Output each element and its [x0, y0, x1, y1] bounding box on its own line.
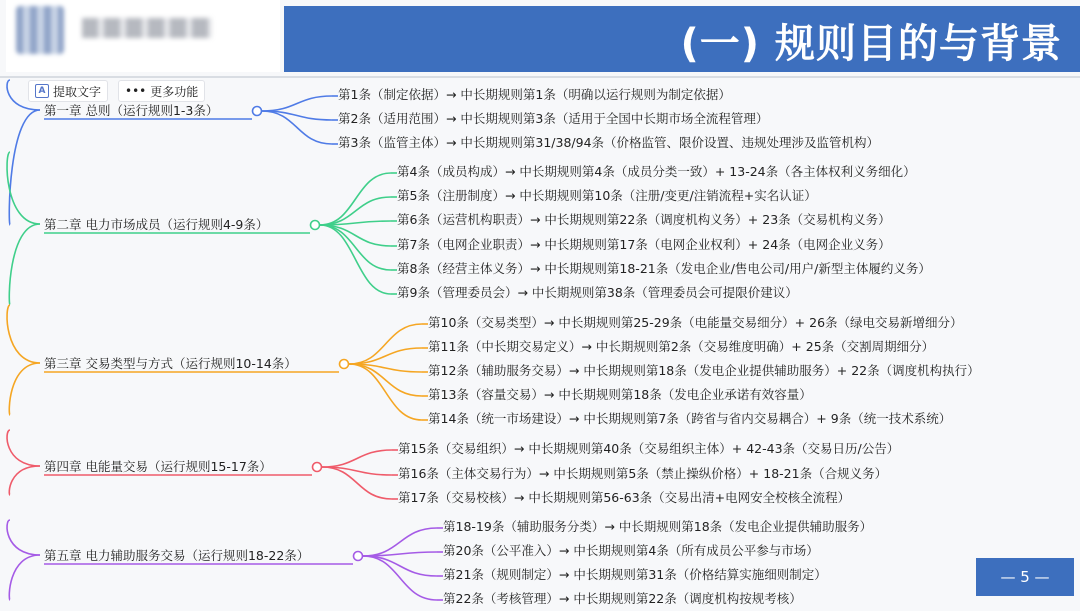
- branch-connector: [320, 173, 391, 225]
- chapter-spine: [9, 224, 40, 305]
- article-item: 第18-19条（辅助服务分类）→ 中长期规则第18条（发电企业提供辅助服务）: [443, 519, 873, 534]
- article-item: 第6条（运营机构职责）→ 中长期规则第22条（调度机构义务）+ 23条（交易机构义务）: [397, 212, 891, 227]
- chapter-spine: [7, 80, 40, 110]
- chapter-label: 第五章 电力辅助服务交易（运行规则18-22条）: [44, 548, 310, 563]
- chapter-spine: [7, 305, 40, 363]
- page-number: — 5 —: [976, 558, 1074, 596]
- article-item: 第22条（考核管理）→ 中长期规则第22条（调度机构按规考核）: [443, 591, 802, 606]
- page-title: (一) 规则目的与背景: [680, 21, 1062, 67]
- branch-connector: [262, 96, 332, 111]
- article-item: 第7条（电网企业职责）→ 中长期规则第17条（电网企业权利）+ 24条（电网企业义务）: [397, 237, 891, 252]
- chapter-label: 第二章 电力市场成员（运行规则4-9条）: [44, 217, 269, 232]
- extract-text-label: 提取文字: [53, 84, 102, 99]
- more-dots-icon: •••: [125, 84, 147, 98]
- article-item: 第1条（制定依据）→ 中长期规则第1条（明确以运行规则为制定依据）: [338, 87, 731, 102]
- chapter-label: 第三章 交易类型与方式（运行规则10-14条）: [44, 356, 297, 371]
- article-item: 第13条（容量交易）→ 中长期规则第18条（发电企业承诺有效容量）: [428, 387, 812, 402]
- branch-connector: [349, 324, 422, 364]
- article-item: 第14条（统一市场建设）→ 中长期规则第7条（跨省与省内交易耦合）+ 9条（统一技术系统）: [428, 411, 952, 426]
- article-item: 第20条（公平准入）→ 中长期规则第4条（所有成员公平参与市场）: [443, 543, 819, 558]
- chapter-spine: [7, 520, 40, 555]
- collapse-node-toggle[interactable]: [253, 107, 262, 116]
- collapse-node-toggle[interactable]: [340, 360, 349, 369]
- collapse-node-toggle[interactable]: [354, 552, 363, 561]
- article-item: 第15条（交易组织）→ 中长期规则第40条（交易组织主体）+ 42-43条（交易日历/公告）: [398, 441, 900, 456]
- article-item: 第17条（交易校核）→ 中长期规则第56-63条（交易出清+电网安全校核全流程）: [398, 490, 851, 505]
- branch-connector: [363, 556, 437, 600]
- branch-connector: [322, 450, 392, 467]
- branch-connector: [320, 225, 391, 270]
- more-functions-label: 更多功能: [150, 84, 199, 99]
- chapter-spine: [9, 555, 40, 600]
- text-extract-icon: A: [35, 84, 49, 98]
- chapter-spine: [9, 466, 40, 495]
- chapter-label: 第四章 电能量交易（运行规则15-17条）: [44, 459, 272, 474]
- chapter-spine: [7, 152, 40, 224]
- article-item: 第9条（管理委员会）→ 中长期规则第38条（管理委员会可提限价建议）: [397, 285, 798, 300]
- collapse-node-toggle[interactable]: [311, 221, 320, 230]
- chapter-spine: [9, 363, 40, 415]
- article-item: 第16条（主体交易行为）→ 中长期规则第5条（禁止操纵价格）+ 18-21条（合规义务）: [398, 466, 888, 481]
- chapter-label: 第一章 总则（运行规则1-3条）: [44, 103, 219, 118]
- branch-connector: [363, 556, 437, 576]
- chapter-spine: [9, 110, 40, 225]
- article-item: 第3条（监管主体）→ 中长期规则第31/38/94条（价格监管、限价设置、违规处理涉及监管机构）: [338, 135, 880, 150]
- collapse-node-toggle[interactable]: [313, 463, 322, 472]
- branch-connector: [349, 348, 422, 364]
- branch-connector: [363, 552, 437, 556]
- article-item: 第2条（适用范围）→ 中长期规则第3条（适用于全国中长期市场全流程管理）: [338, 111, 769, 126]
- article-item: 第21条（规则制定）→ 中长期规则第31条（价格结算实施细则制定）: [443, 567, 827, 582]
- article-item: 第8条（经营主体义务）→ 中长期规则第18-21条（发电企业/售电公司/用户/新型主体履约义务）: [397, 261, 931, 276]
- chapter-spine: [7, 430, 40, 466]
- article-item: 第4条（成员构成）→ 中长期规则第4条（成员分类一致）+ 13-24条（各主体权利义务细化）: [397, 164, 916, 179]
- article-item: 第12条（辅助服务交易）→ 中长期规则第18条（发电企业提供辅助服务）+ 22条（调度机构执行）: [428, 363, 980, 378]
- article-item: 第10条（交易类型）→ 中长期规则第25-29条（电能量交易细分）+ 26条（绿电交易新增细分）: [428, 315, 963, 330]
- article-item: 第5条（注册制度）→ 中长期规则第10条（注册/变更/注销流程+实名认证）: [397, 188, 817, 203]
- article-item: 第11条（中长期交易定义）→ 中长期规则第2条（交易维度明确）+ 25条（交割周期细分）: [428, 339, 935, 354]
